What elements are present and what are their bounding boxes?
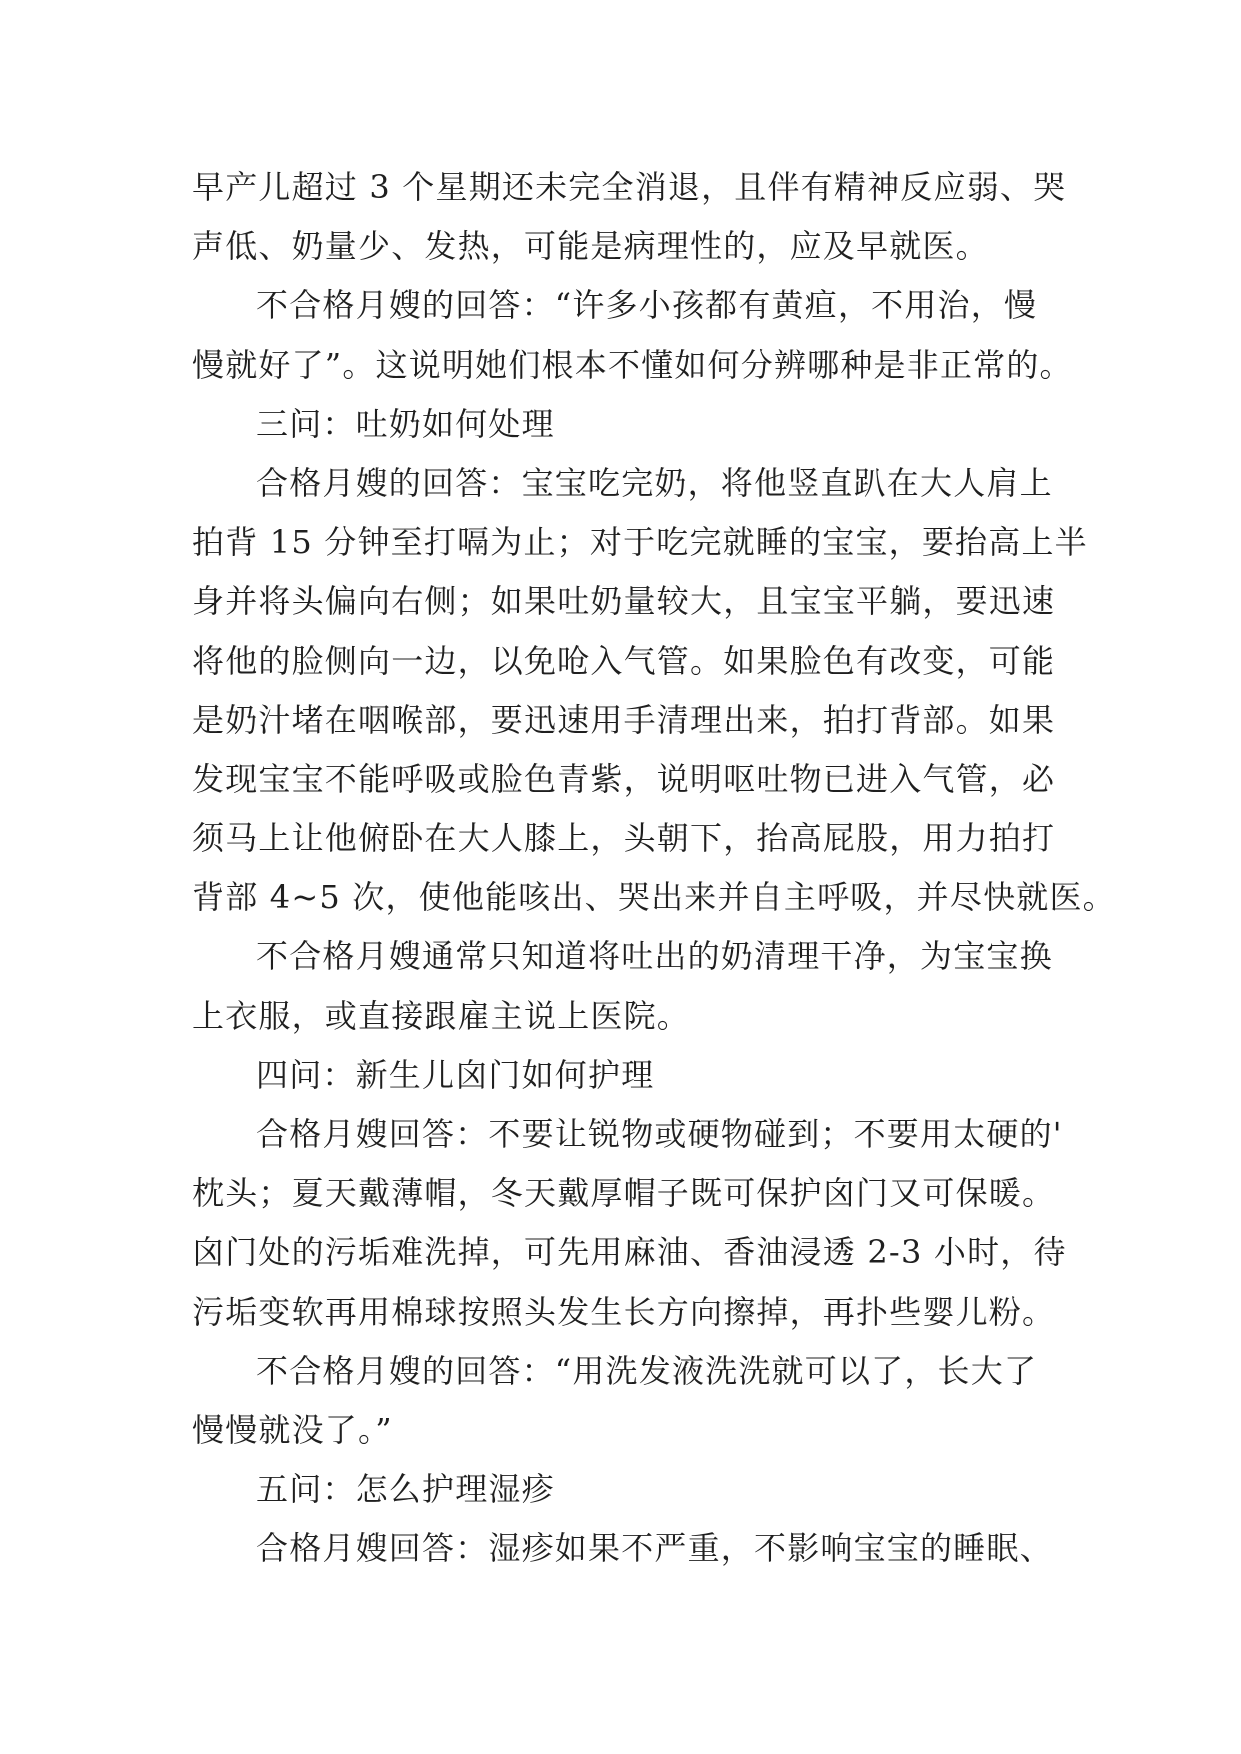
section-heading: 三问：吐奶如何处理	[256, 404, 555, 443]
text-line: 慢慢就没了。”	[192, 1410, 393, 1449]
text-line: 上衣服，或直接跟雇主说上医院。	[192, 996, 691, 1035]
text-line: 不合格月嫂的回答：“许多小孩都有黄疸，不用治，慢	[256, 286, 1038, 325]
section-heading: 五问：怎么护理湿疹	[256, 1470, 555, 1509]
text-line: 拍背 15 分钟至打嗝为止；对于吃完就睡的宝宝，要抬高上半	[192, 523, 1088, 562]
text-line: 枕头；夏天戴薄帽，冬天戴厚帽子既可保护囟门又可保暖。	[192, 1174, 1056, 1213]
text-line: 合格月嫂回答：湿疹如果不严重，不影响宝宝的睡眠、	[256, 1529, 1053, 1568]
text-line: 早产儿超过 3 个星期还未完全消退，且伴有精神反应弱、哭	[192, 168, 1067, 206]
section-heading: 四问：新生儿囟门如何护理	[256, 1055, 655, 1094]
text-line: 合格月嫂回答：不要让锐物或硬物碰到；不要用太硬的'	[256, 1115, 1063, 1153]
text-line: 发现宝宝不能呼吸或脸色青紫，说明呕吐物已进入气管，必	[192, 759, 1056, 798]
document-body	[192, 158, 1116, 1579]
text-line: 是奶汁堵在咽喉部，要迅速用手清理出来，拍打背部。如果	[192, 700, 1056, 739]
text-line: 身并将头偏向右侧；如果吐奶量较大，且宝宝平躺，要迅速	[192, 582, 1056, 621]
text-line: 将他的脸侧向一边，以免呛入气管。如果脸色有改变，可能	[192, 641, 1056, 680]
text-line: 合格月嫂的回答：宝宝吃完奶，将他竖直趴在大人肩上	[256, 463, 1053, 502]
text-line: 须马上让他俯卧在大人膝上，头朝下，抬高屁股，用力拍打	[192, 819, 1056, 858]
text-line: 不合格月嫂通常只知道将吐出的奶清理干净，为宝宝换	[256, 937, 1053, 976]
text-line: 声低、奶量少、发热，可能是病理性的，应及早就医。	[192, 227, 989, 266]
text-line: 背部 4~5 次，使他能咳出、哭出来并自主呼吸，并尽快就医。	[192, 878, 1116, 917]
text-line: 污垢变软再用棉球按照头发生长方向擦掉，再扑些婴儿粉。	[192, 1292, 1056, 1331]
text-line: 不合格月嫂的回答：“用洗发液洗洗就可以了，长大了	[256, 1351, 1038, 1390]
text-line: 囟门处的污垢难洗掉，可先用麻油、香油浸透 2-3 小时，待	[192, 1233, 1067, 1272]
text-line: 慢就好了”。这说明她们根本不懂如何分辨哪种是非正常的。	[192, 345, 1073, 384]
